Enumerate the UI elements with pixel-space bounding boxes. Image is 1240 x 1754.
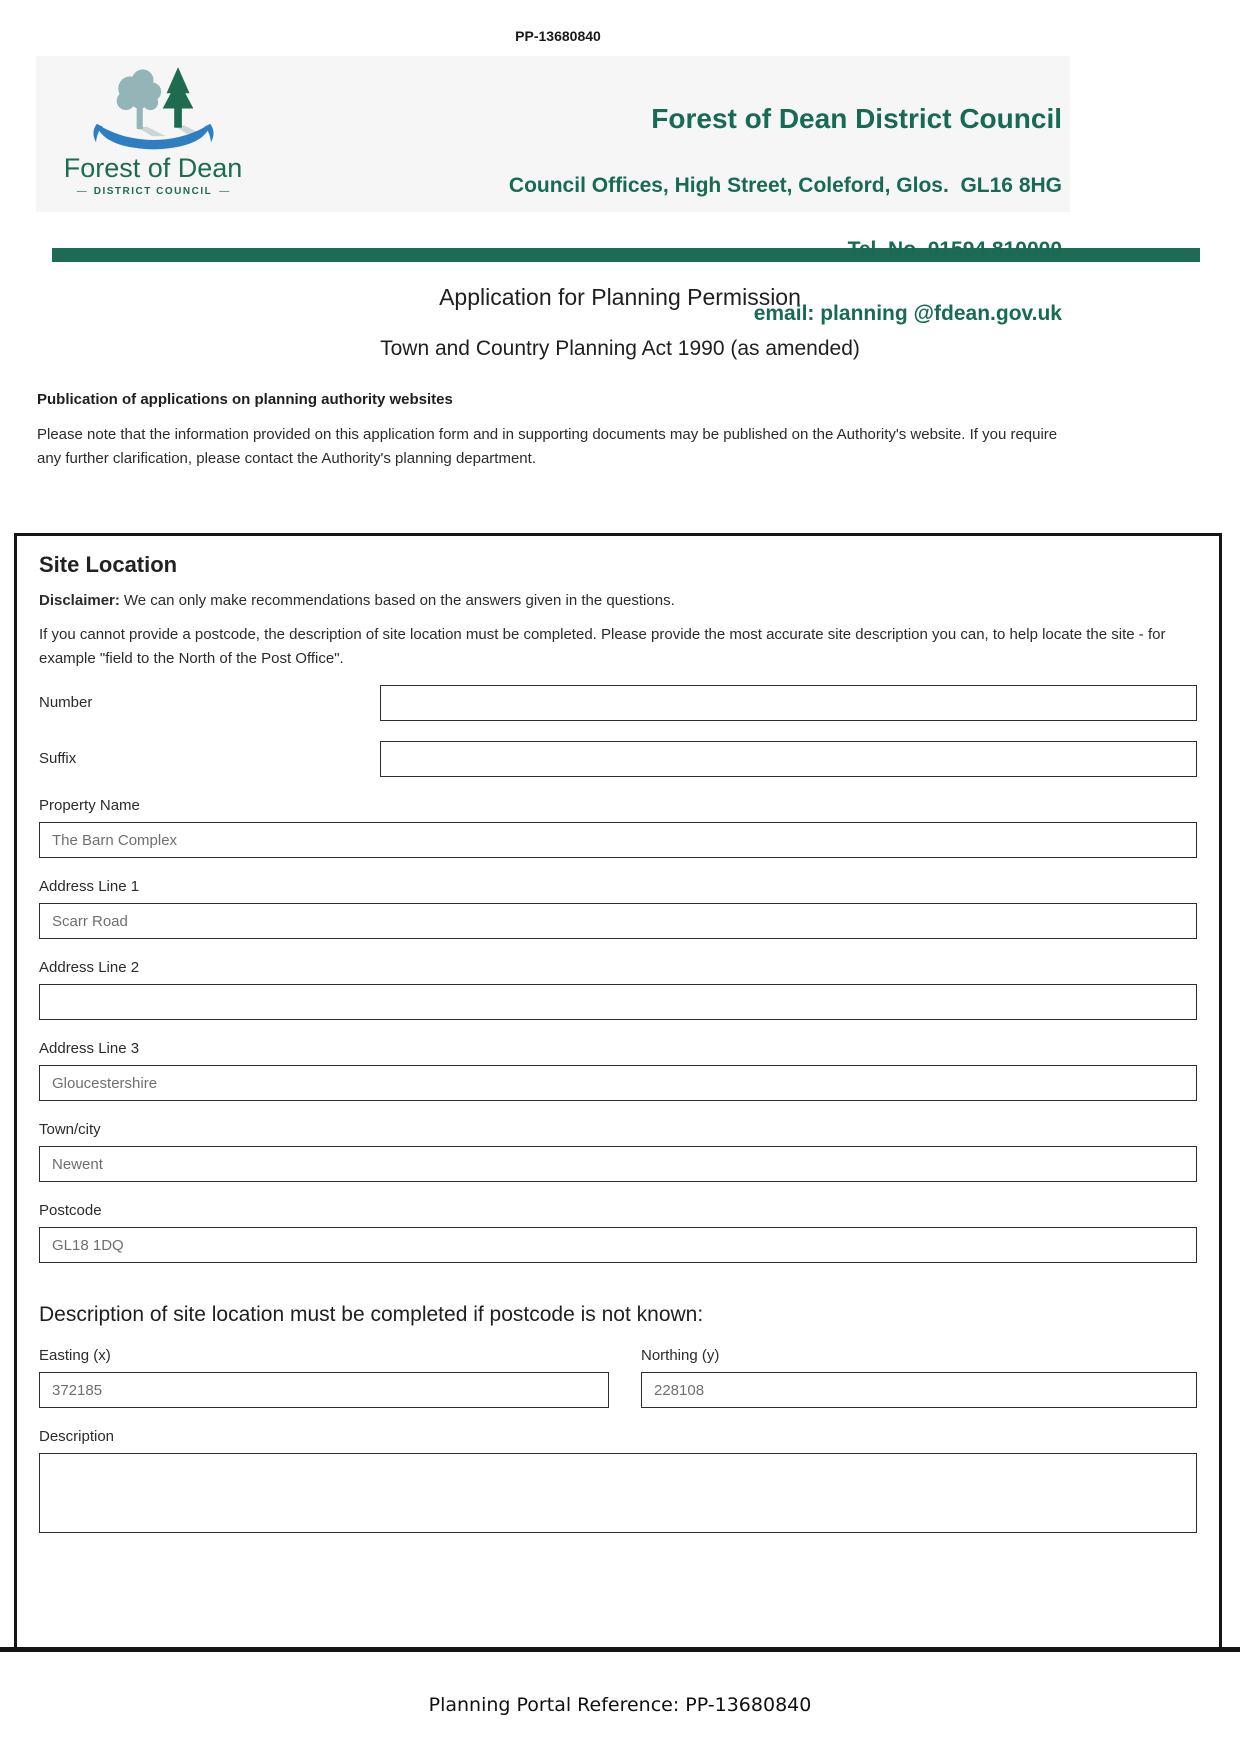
address-line-2-input[interactable] <box>39 984 1197 1020</box>
description-field <box>39 1428 1197 1538</box>
property-name-label: Property Name <box>39 797 140 814</box>
publication-note-body: Please note that the information provided on this application form and in supporting documents may be published on the Authority's website. If you require any further clarification, please contact the Authority's planning department. <box>37 426 1058 467</box>
disclaimer-text: We can only make recommendations based on the answers given in the questions. <box>123 592 675 609</box>
town-city-field <box>39 1121 1197 1182</box>
logo-subtitle: — DISTRICT COUNCIL — <box>58 186 248 197</box>
publication-note-heading: Publication of applications on planning authority websites <box>37 391 453 408</box>
property-name-field <box>39 797 1197 858</box>
property-name-input[interactable] <box>39 822 1197 858</box>
council-logo <box>58 61 248 197</box>
council-logo-trees-icon <box>92 61 215 153</box>
section-site-location <box>14 533 1222 1647</box>
site-location-intro: If you cannot provide a postcode, the description of site location must be completed. Please provide the most accurate site description you can, to help locate the site - for example "field to the North of the Post Office". <box>39 626 1166 667</box>
page-break-divider <box>0 1647 1240 1652</box>
postcode-label: Postcode <box>39 1202 102 1219</box>
site-location-disclaimer <box>39 592 1197 609</box>
easting-label: Easting (x) <box>39 1347 111 1364</box>
northing-input[interactable] <box>641 1372 1197 1408</box>
page-title: Application for Planning Permission <box>439 284 801 310</box>
portal-reference-top: PP-13680840 <box>515 28 601 44</box>
postcode-field <box>39 1202 1197 1263</box>
page-subtitle: Town and Country Planning Act 1990 (as amended) <box>380 337 860 360</box>
number-label: Number <box>39 694 93 711</box>
address-line-1-field <box>39 878 1197 939</box>
northing-field <box>641 1347 1197 1408</box>
disclaimer-label: Disclaimer: <box>39 592 120 609</box>
address-line-1-label: Address Line 1 <box>39 878 140 895</box>
easting-input[interactable] <box>39 1372 609 1408</box>
address-line-3-field <box>39 1040 1197 1101</box>
suffix-label: Suffix <box>39 750 77 767</box>
address-line-2-label: Address Line 2 <box>39 959 140 976</box>
site-location-heading: Site Location <box>39 552 178 577</box>
council-address: Council Offices, High Street, Coleford, Glos. GL16 8HG <box>508 174 1062 197</box>
suffix-field-row <box>39 741 1197 777</box>
easting-field <box>39 1347 609 1408</box>
description-label: Description <box>39 1428 115 1445</box>
suffix-input[interactable] <box>380 741 1197 777</box>
number-input[interactable] <box>380 685 1197 721</box>
town-city-input[interactable] <box>39 1146 1197 1182</box>
address-line-3-label: Address Line 3 <box>39 1040 140 1057</box>
address-line-1-input[interactable] <box>39 903 1197 939</box>
site-description-heading: Description of site location must be completed if postcode is not known: <box>39 1303 704 1326</box>
council-email: email: planning @fdean.gov.uk <box>753 302 1062 325</box>
description-input[interactable] <box>39 1453 1197 1533</box>
logo-name: Forest of Dean <box>63 153 243 183</box>
council-contact-block <box>509 66 1062 364</box>
northing-label: Northing (y) <box>641 1347 720 1364</box>
number-field-row <box>39 685 1197 721</box>
postcode-input[interactable] <box>39 1227 1197 1263</box>
address-line-3-input[interactable] <box>39 1065 1197 1101</box>
council-name: Forest of Dean District Council <box>651 103 1062 134</box>
town-city-label: Town/city <box>39 1121 101 1138</box>
council-phone: Tel. No. 01594 810000 <box>847 238 1062 261</box>
coordinates-row <box>39 1347 1197 1408</box>
address-line-2-field <box>39 959 1197 1020</box>
portal-reference-footer: Planning Portal Reference: PP-13680840 <box>428 1694 812 1716</box>
